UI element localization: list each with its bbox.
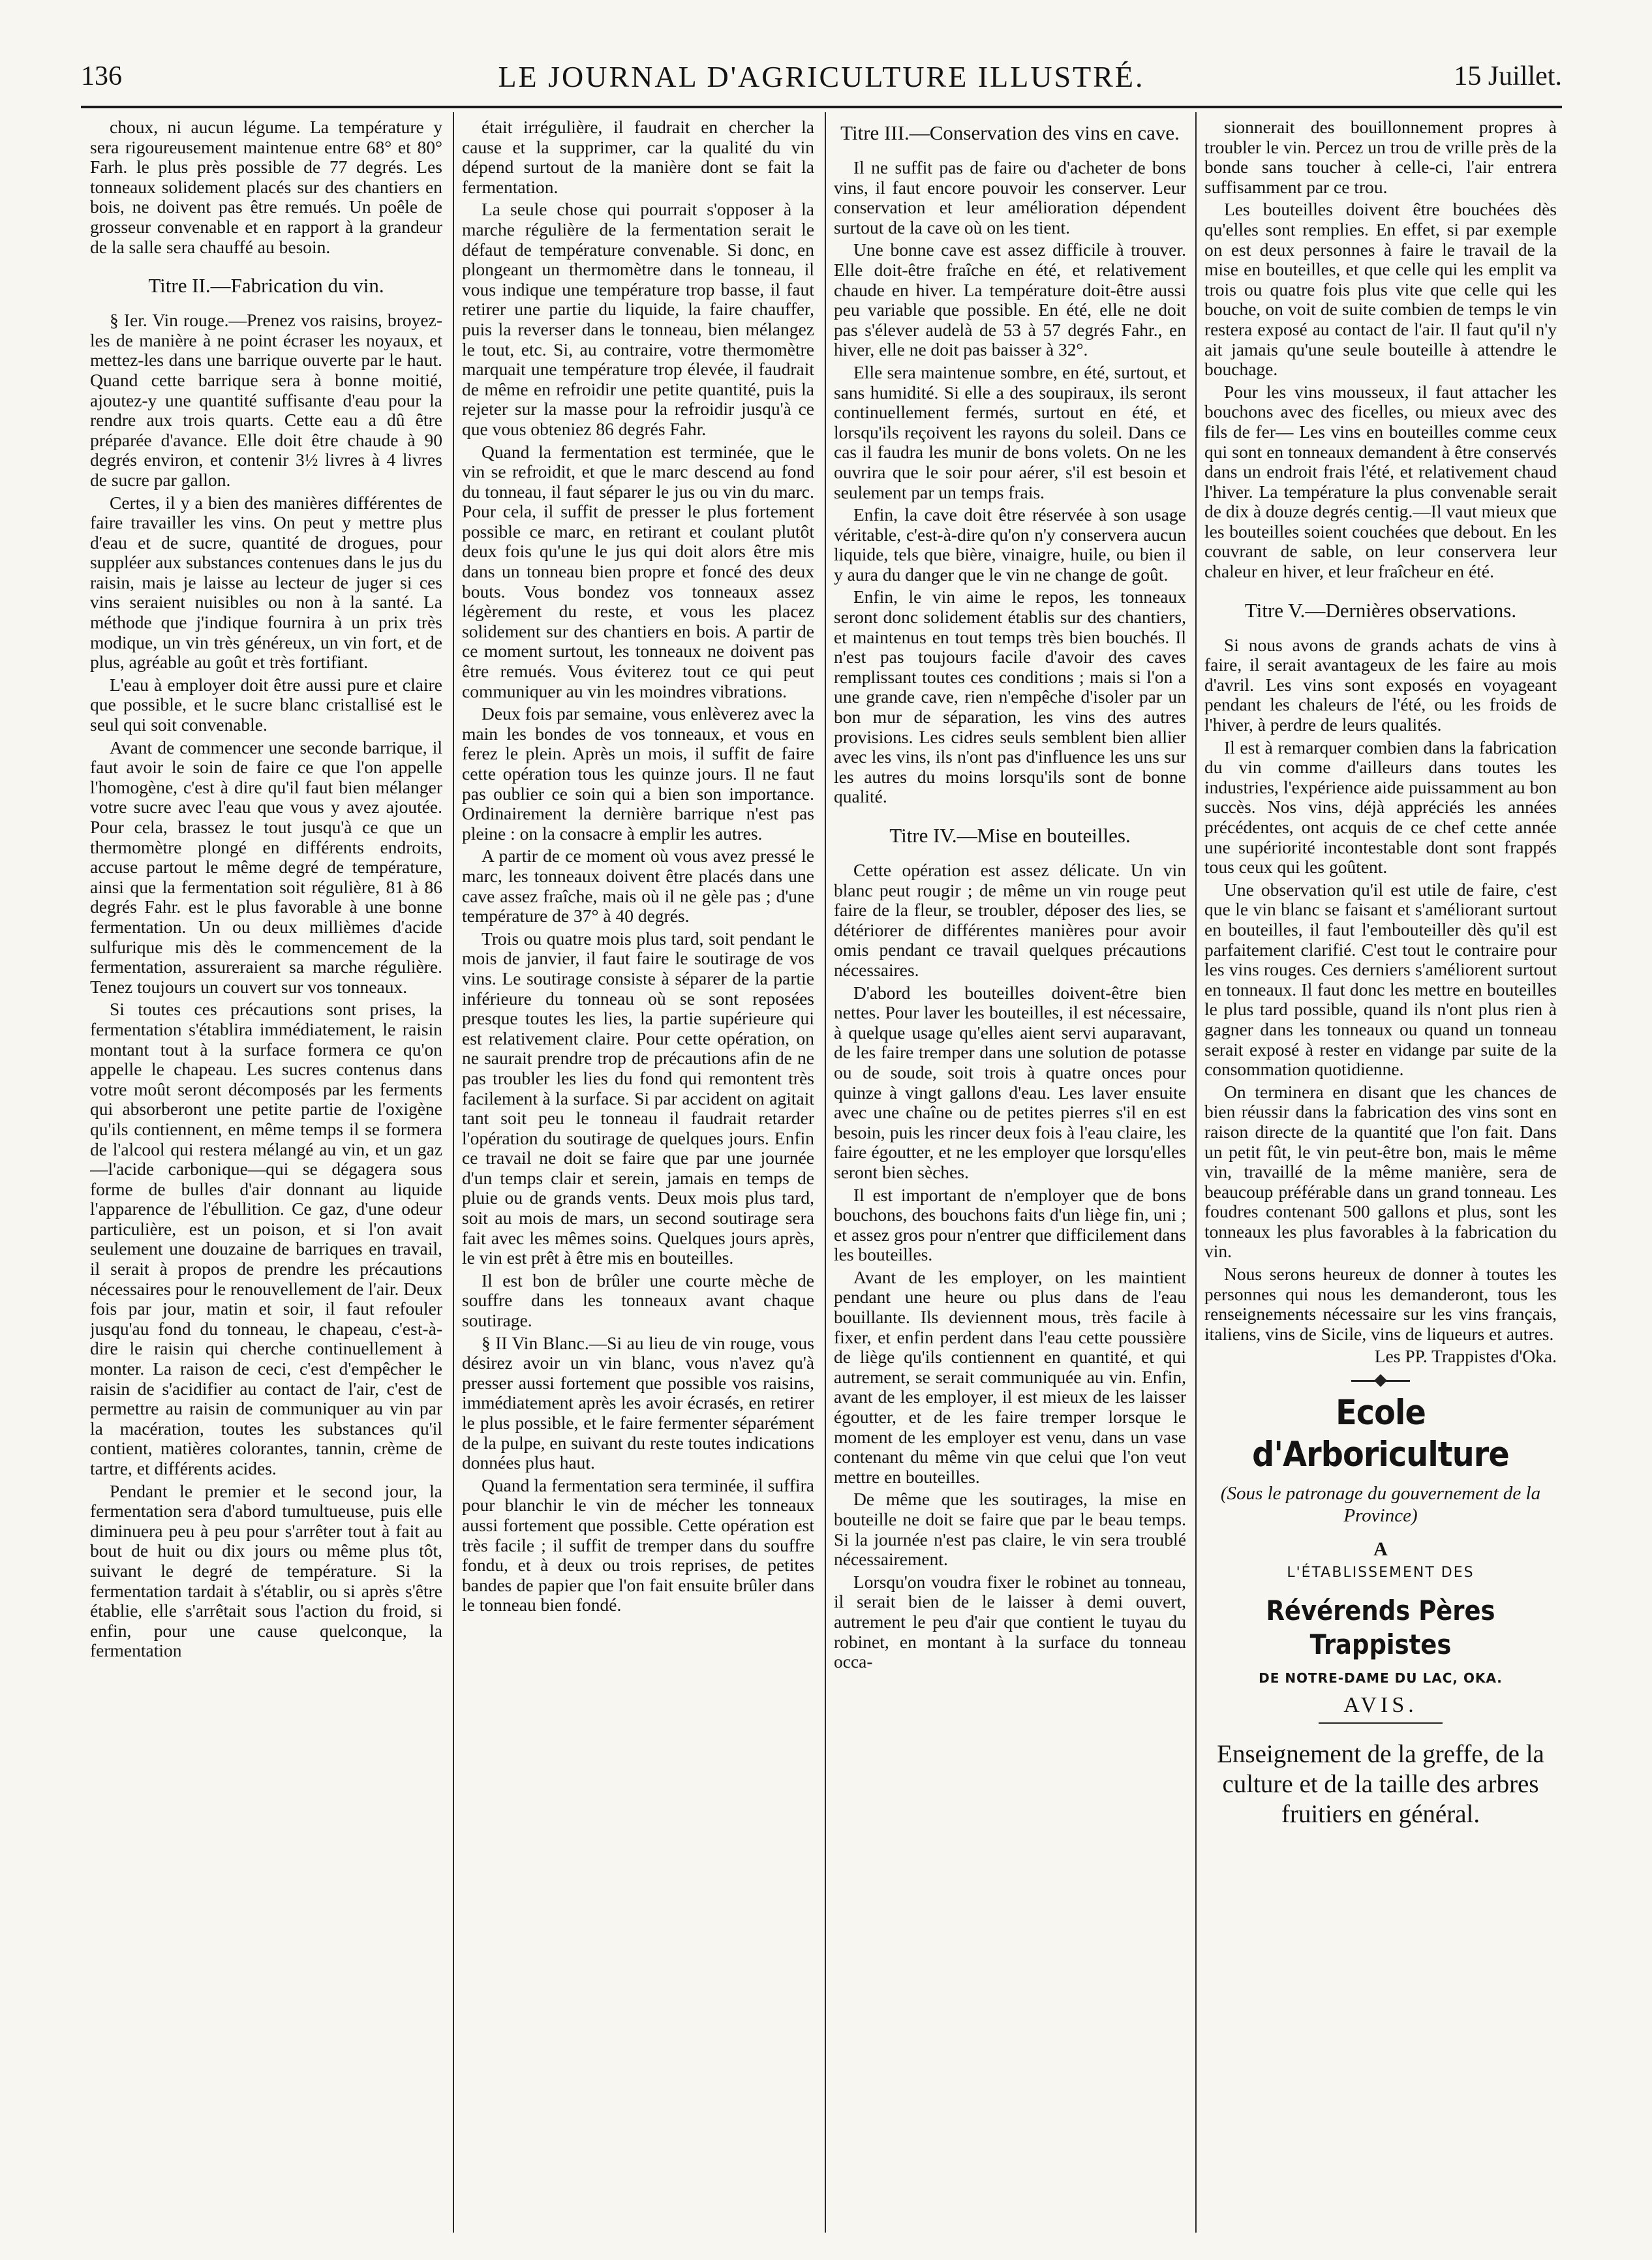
ad-body: Enseignement de la greffe, de la culture et de la taille des arbres fruitiers en général.: [1217, 1739, 1544, 1828]
section-heading: Titre V.—Dernières observations.: [1244, 598, 1517, 622]
paragraph: Si toutes ces précautions sont prises, la fermentation s'établira immédiatement, le raisin montant tout à la surface formera ce qu'on appelle le chapeau. Les sucres contenus dans votre moût seront décomposés par les ferments qui absorberont une petite partie de l'oxigène qu'ils contiennent, en même temps il se formera de l'alcool qui restera mélangé au vin, et un gaz—l'acide carbonique—qui se dégagera sous forme de bulles d'air donnant au liquide l'apparence de l'ébullition. Ce gaz, d'une odeur particulière, est un poison, et si l'on avait seulement une douzaine de barriques en travail, il serait à propos de prendre les précautions nécessaires pour le renouvellement de l'air. Deux fois par jour, matin et soir, il faut refouler jusqu'au fond du tonneau, le chapeau, c'est-à-dire le raisin qui cherche continuellement à monter. La raison de ceci, c'est d'empêcher le raisin de s'acidifier au contact de l'air, c'est de permettre au raisin de communiquer au vin par la macération, toutes les substances qu'il contient, matières colorantes, tannin, crème de tartre, et différents acides.: [90, 999, 442, 1478]
column-rule: [825, 112, 826, 2233]
paragraph: Il est important de n'employer que de bons bouchons, des bouchons faits d'un liège fin, uni ; et assez gros pour n'entrer que difficilement dans les bouteilles.: [834, 1184, 1186, 1265]
column-rule: [453, 112, 454, 2233]
column-1: [90, 117, 442, 2238]
paragraph: Nous serons heureux de donner à toutes les personnes qui nous les demanderont, tous les renseignements nécessaire sur les vins français, italiens, vins de Sicile, vins de liqueurs et autres.: [1204, 1264, 1557, 1344]
paragraph: Il est à remarquer combien dans la fabrication du vin comme d'ailleurs dans toutes les industries, l'expérience aide puissamment au bon succès. Nos vins, déjà appréciés les années précédentes, ont acquis de ce chef cette année une supériorité incontestable dont sont frappés tous ceux qui les goûtent.: [1204, 737, 1557, 878]
paragraph: Quand la fermentation sera terminée, il suffira pour blanchir le vin de mécher les tonneaux aussi fortement que possible. Cette opération est très facile ; il suffit de tremper dans du souffre fondu, et à deux ou trois reprises, de petites bandes de papier que l'on fait ensuite brûler dans le tonneau bien fondé.: [462, 1474, 814, 1615]
page-header: [81, 52, 1562, 100]
paragraph: Si nous avons de grands achats de vins à faire, il serait avantageux de les faire au mois d'avril. Les vins sont exposés en voyageant pendant les chaleurs de l'été, ou les froids de l'hiver, à perdre de leurs qualités.: [1204, 634, 1557, 735]
paragraph: Pendant le premier et le second jour, la fermentation sera d'abord tumultueuse, puis elle diminuera peu à peu pour s'arrêter tout à fait au bout de huit ou dix jours ou même plus tôt, suivant le degré de température. Si la fermentation tardait à s'établir, ou si après s'être établie, elle s'arrêtait sous l'action du froid, si enfin, pour une cause quelconque, la fermentation: [90, 1480, 442, 1661]
paragraph: Lorsqu'on voudra fixer le robinet au tonneau, il serait bien de le laisser à demi ouvert, autrement le peu d'air que contient le tuyau du robinet, en montant à la surface du tonneau occa-: [834, 1571, 1186, 1672]
signature: Les PP. Trappistes d'Oka.: [1374, 1346, 1557, 1367]
paragraph: était irrégulière, il faudrait en chercher la cause et la supprimer, car la qualité du vin dépend surtout de la manière dont se fait la fermentation.: [462, 117, 814, 197]
ad-subtitle: (Sous le patronage du gouvernement de la Province): [1220, 1483, 1541, 1527]
paragraph: choux, ni aucun légume. La température y sera rigoureusement maintenue entre 68° et 80° Farh. le plus près possible de 77 degrés. Les tonneaux solidement placés sur des chantiers en bois, ne doivent pas être remués. Un poêle de grosseur convenable et en rapport à la grandeur de la salle sera chauffé au besoin.: [90, 117, 442, 257]
paragraph: A partir de ce moment où vous avez pressé le marc, les tonneaux doivent être placés dans une cave assez fraîche, mais où il ne gèle pas ; d'une température de 37° à 40 degrés.: [462, 846, 814, 926]
paragraph: Avant de commencer une seconde barrique, il faut avoir le soin de faire ce que l'on appelle l'homogène, c'est à dire qu'il faut bien mélanger votre sucre avec l'eau que vous y avez ajoutée. Pour cela, brassez le tout jusqu'à ce que un thermomètre plongé en différents endroits, accuse partout le même degré de température, ainsi que la fermentation soit régulière, 81 à 86 degrés Fahr. est le plus favorable à une bonne fermentation. Un ou deux millièmes d'acide sulfurique mis dès le commencement de la fermentation, assureraient sa marche régulière. Tenez toujours un couvert sur vos tonneaux.: [90, 737, 442, 997]
section-heading: Titre III.—Conservation des vins en cave.: [840, 121, 1180, 144]
paragraph: Pour les vins mousseux, il faut attacher les bouchons avec des ficelles, ou mieux avec des fils de fer— Les vins en bouteilles comme ceux qui sont en tonneaux demandent à être conservés dans un endroit frais l'été, et relativement chaud l'hiver. La température la plus convenable serait de dix à douze degrés centig.—Il vaut mieux que les bouteilles soient couchées que debout. En les couvrant de sable, on leur conservera leur chaleur en hiver, et leur fraîcheur en été.: [1204, 381, 1557, 582]
ad-institution: Révérends Pères Trappistes: [1266, 1594, 1495, 1660]
paragraph: Quand la fermentation est terminée, que le vin se refroidit, et que le marc descend au fond du tonneau, il faut séparer le jus ou vin du marc. Pour cela, il suffit de presser le plus fortement possible ce marc, en retirant et coulant plutôt deux fois qu'une le jus qui doit alors être mis dans un tonneau bien propre et foncé des deux bouts. Vous bondez vos tonneaux assez légèrement du reste, et vous les placez solidement sur des chantiers en bois. A partir de ce moment surtout, les tonneaux ne doivent pas être remués. Vous éviterez tout ce qui peut communiquer au vin les moindres vibrations.: [462, 441, 814, 701]
paragraph: De même que les soutirages, la mise en bouteille ne doit se faire que par le beau temps. Si la journée n'est pas claire, le vin sera troublé nécessairement.: [834, 1489, 1186, 1570]
journal-title: LE JOURNAL D'AGRICULTURE ILLUSTRÉ.: [498, 59, 1145, 93]
column-3: [834, 117, 1186, 2238]
paragraph: Trois ou quatre mois plus tard, soit pendant le mois de janvier, il faut faire le soutirage de vos vins. Le soutirage consiste à séparer de la partie inférieure du tonneau où se sont reposées presque toutes les lies, la partie supérieure qui est relativement claire. Pour cette opération, on ne saurait prendre trop de précautions afin de ne pas troubler les lies du fond qui remontent très facilement à la surface. Si par accident on agitait tant soit peu le tonneau il faudrait retarder l'opération du soutirage de quelques jours. Enfin ce travail ne doit se faire que par une journée d'un temps clair et serein, jamais en temps de pluie ou de grands vents. Deux mois plus tard, soit au mois de mars, un second soutirage sera fait avec les mêmes soins. Quelques jours après, le vin est prêt à être mis en bouteilles.: [462, 928, 814, 1268]
paragraph: Avant de les employer, on les maintient pendant une heure ou plus dans de l'eau bouillante. Ils deviennent mous, très facile à fixer, et enfin perdent dans l'eau cette poussière de liège qu'ils contiennent en quantité, et qui autrement, se serait communiquée au vin. Enfin, avant de les employer, il est mieux de les laisser égoutter, et de les faire tremper lorsque le moment de les employer est venu, dans un vase contenant du même vin que celui que l'on veut mettre en bouteilles.: [834, 1266, 1186, 1487]
ad-etablissement: L'ÉTABLISSEMENT DES: [1287, 1565, 1475, 1581]
page-number: 136: [81, 61, 122, 91]
paragraph: § Ier. Vin rouge.—Prenez vos raisins, broyez-les de manière à ne point écraser les noyaux, et mettez-les dans une barrique ouverte par le haut. Quand cette barrique sera à bonne moitié, ajoutez-y une quantité suffisante d'eau pour la rendre aux trois quarts. Cette eau a dû être préparée d'avance. Elle doit être chaude à 90 degrés environ, et contenir 3½ livres à 4 livres de sucre par gallon.: [90, 310, 442, 490]
column-rule: [1195, 112, 1197, 2233]
ad-location: DE NOTRE-DAME DU LAC, OKA.: [1259, 1670, 1503, 1686]
paragraph: Elle sera maintenue sombre, en été, surtout, et sans humidité. Si elle a des soupiraux, ils seront continuellement fermés, surtout en été, et lorsqu'ils reçoivent les rayons du soleil. Dans ce cas il faudra les munir de bons volets. On ne les ouvrira que le soir pour aérer, s'il est besoin et seulement par un temps frais.: [834, 361, 1186, 502]
paragraph: Certes, il y a bien des manières différentes de faire travailler les vins. On peut y mettre plus d'eau et de sucre, quantité de drogues, pour suppléer aux substances contenues dans le jus du raisin, mais je laisse au lecteur de juger si ces vins seraient nuisibles ou non à la santé. La méthode que j'indique fournira à un prix très modique, un vin très généreux, un vin fort, et de plus, agréable au goût et très fortifiant.: [90, 492, 442, 673]
paragraph: Une bonne cave est assez difficile à trouver. Elle doit-être fraîche en été, et relativement chaude en hiver. La température doit-être aussi peu variable que possible. En été, elle ne doit pas s'élever audelà de 53 à 57 degrés Fahr., en hiver, elle ne doit pas baisser à 32°.: [834, 239, 1186, 360]
advertisement: [1204, 1380, 1557, 1829]
paragraph: L'eau à employer doit être aussi pure et claire que possible, et le sucre blanc cristallisé est le seul qui soit convenable.: [90, 674, 442, 735]
paragraph: La seule chose qui pourrait s'opposer à la marche régulière de la fermentation serait le défaut de température convenable. Si donc, en plongeant un thermomètre dans le tonneau, il vous indique une température trop basse, il faut retirer une partie du liquide, la faire chauffer, puis la reverser dans le tonneau, bien mélangez le tout, etc. Si, au contraire, votre thermomètre marquait une température trop élevée, il faudrait de même en refroidir une petite quantité, puis la rejeter sur la masse pour la refroidir jusqu'à ce que vous obteniez 86 degrés Fahr.: [462, 199, 814, 439]
header-rule: [81, 106, 1562, 108]
column-4: [1204, 117, 1557, 2238]
paragraph: Cette opération est assez délicate. Un vin blanc peut rougir ; de même un vin rouge peut faire de la fleur, se troubler, déposer des lies, se détériorer de différentes manières pour avoir omis pendant ce travail quelques précautions nécessaires.: [834, 860, 1186, 980]
section-heading: Titre IV.—Mise en bouteilles.: [889, 824, 1131, 847]
ad-avis: AVIS.: [1343, 1693, 1418, 1718]
paragraph: Enfin, la cave doit être réservée à son usage véritable, c'est-à-dire qu'on n'y conservera aucun liquide, tels que bière, vinaigre, huile, ou bien il y aura du danger que le vin ne change de goût.: [834, 504, 1186, 585]
paragraph: D'abord les bouteilles doivent-être bien nettes. Pour laver les bouteilles, il est nécessaire, à quelque usage qu'elles aient servi auparavant, de les faire tremper dans une solution de potasse ou de soude, soit trois à quatre onces pour quinze à vingt gallons d'eau. Les laver ensuite avec une chaîne ou de petites pierres s'il en est besoin, puis les rincer deux fois à l'eau claire, les faire égoutter, et ne les employer que lorsqu'elles seront bien sèches.: [834, 982, 1186, 1182]
paragraph: Une observation qu'il est utile de faire, c'est que le vin blanc se faisant et s'améliorant surtout en bouteilles, il faut l'embouteiller dès qu'il est parfaitement clarifié. C'est tout le contraire pour les vins rouges. Ces derniers s'améliorent surtout en tonneaux. Il faut donc les mettre en bouteilles le plus tard possible, quand ils n'ont plus rien à gagner dans les tonneaux ou quand un tonneau serait exposé à rester en vidange par suite de la consommation quotidienne.: [1204, 879, 1557, 1080]
paragraph: Deux fois par semaine, vous enlèverez avec la main les bondes de vos tonneaux, et vous en ferez le plein. Après un mois, il suffit de faire cette opération tous les quinze jours. Il ne faut pas oublier ce soin qui a bien son importance. Ordinairement la dernière barrique n'est pas pleine : on la consacre à emplir les autres.: [462, 703, 814, 844]
paragraph: sionnerait des bouillonnement propres à troubler le vin. Percez un trou de vrille près de la bonde sans toucher à celle-ci, l'air entrera suffisamment par ce trou.: [1204, 117, 1557, 197]
ornament-rule: [1351, 1380, 1410, 1382]
ad-title: Ecole d'Arboriculture: [1252, 1393, 1509, 1475]
paragraph: Il ne suffit pas de faire ou d'acheter de bons vins, il faut encore pouvoir les conserver. Leur conservation et leur amélioration dépendent surtout de la cave où on les tient.: [834, 157, 1186, 237]
ad-preposition: A: [1373, 1538, 1388, 1561]
issue-date: 15 Juillet.: [1454, 61, 1562, 91]
paragraph: Les bouteilles doivent être bouchées dès qu'elles sont remplies. En effet, si par exemple on est deux personnes à faire le travail de la mise en bouteilles, et que celle qui les emplit va trois ou quatre fois plus vite que celle qui les bouche, on voit de suite combien de temps le vin restera exposé au contact de l'air. Il faut qu'il n'y ait jamais qu'une seule bouteille à attendre le bouchage.: [1204, 199, 1557, 380]
ad-divider: [1319, 1722, 1443, 1724]
column-2: [462, 117, 814, 2238]
paragraph: Enfin, le vin aime le repos, les tonneaux seront donc solidement établis sur des chantiers, et maintenus en tout temps très bien bouchés. Il n'est pas toujours facile d'avoir des caves remplissant toutes ces conditions ; mais si l'on a une grande cave, rien n'empêche d'isoler par un bon mur de séparation, les vins des autres provisions. Les cidres seuls semblent bien allier avec les vins, ils n'ont pas d'influence les uns sur les autres du moins lorsqu'ils sont de bonne qualité.: [834, 587, 1186, 807]
paragraph: § II Vin Blanc.—Si au lieu de vin rouge, vous désirez avoir un vin blanc, vous n'avez qu'à presser aussi fortement que possible vos raisins, immédiatement après les avoir écrasés, en retirer le plus possible, et le faire fermenter séparément de la pulpe, en suivant du reste toutes indications données plus haut.: [462, 1332, 814, 1473]
paragraph: Il est bon de brûler une courte mèche de souffre dans les tonneaux avant chaque soutirage.: [462, 1270, 814, 1331]
paragraph: On terminera en disant que les chances de bien réussir dans la fabrication des vins sont en raison directe de la quantité que l'on fait. Dans un petit fût, le vin peut-être bon, mais le même vin, travaillé de la même manière, sera de beaucoup préférable dans un grand tonneau. Les foudres contenant 500 gallons et plus, sont les tonneaux les plus favorables à la fabrication du vin.: [1204, 1081, 1557, 1262]
section-heading: Titre II.—Fabrication du vin.: [148, 274, 384, 298]
